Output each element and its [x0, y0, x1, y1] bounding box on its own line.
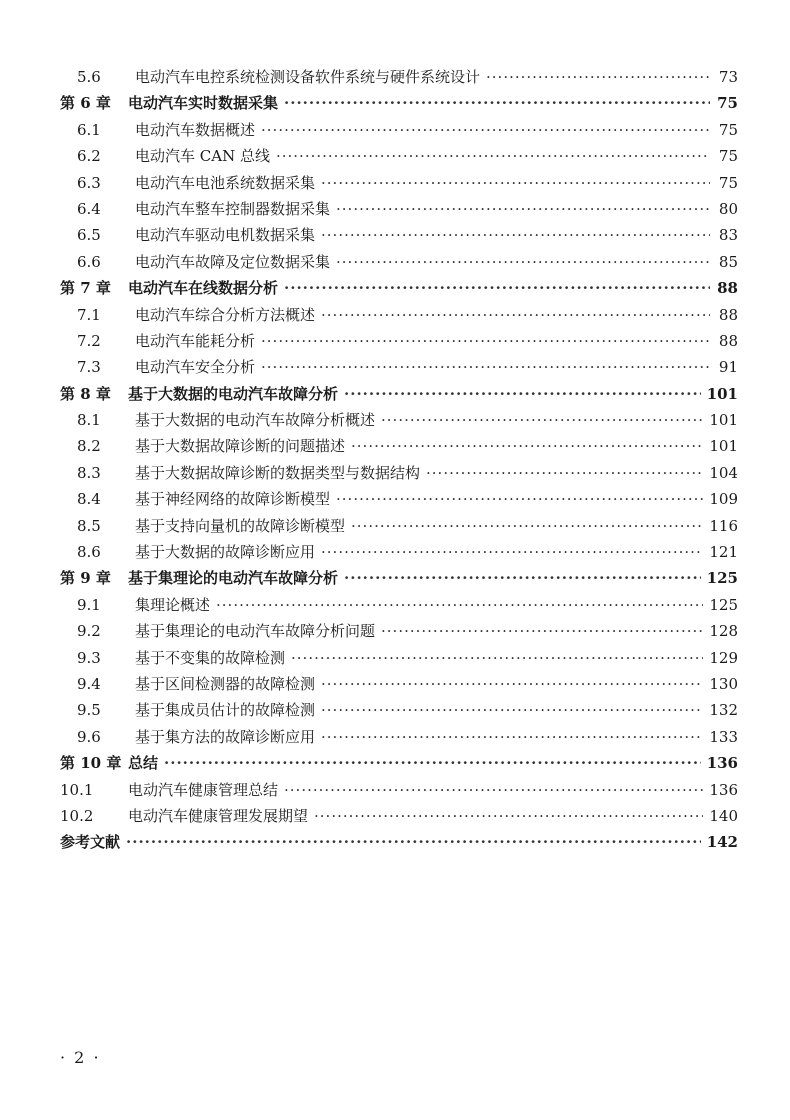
toc-entry-page: 83: [718, 226, 738, 245]
toc-entry-title: 基于集理论的电动汽车故障分析: [128, 569, 339, 588]
toc-chapter-entry: [60, 829, 738, 855]
dot-leader: [351, 513, 703, 539]
toc-section-entry: [60, 170, 738, 196]
toc-entry-number: 8.2: [77, 437, 101, 456]
toc-section-entry: [60, 618, 738, 644]
toc-entry-title: 基于集方法的故障诊断应用: [135, 727, 316, 746]
page-number: · 2 ·: [60, 1048, 101, 1067]
toc-entry-title: 基于区间检测器的故障检测: [135, 674, 316, 693]
dot-leader: [261, 328, 710, 354]
toc-entry-title: 电动汽车在线数据分析: [128, 279, 279, 298]
dot-leader: [321, 671, 703, 697]
toc-entry-page: 130: [709, 674, 738, 693]
toc-entry-number: 6.2: [77, 147, 101, 166]
toc-section-entry: [60, 143, 738, 169]
toc-entry-title: 电动汽车整车控制器数据采集: [135, 199, 331, 218]
toc-entry-number: 第 10 章: [60, 754, 122, 773]
toc-entry-title: 基于神经网络的故障诊断模型: [135, 490, 331, 509]
toc-entry-title: 电动汽车健康管理发展期望: [128, 806, 309, 825]
toc-entry-number: 5.6: [77, 68, 101, 86]
toc-entry-number: 第 6 章: [60, 94, 111, 113]
toc-section-entry: [60, 249, 738, 275]
toc-chapter-entry: [60, 750, 738, 776]
toc-section-entry: [60, 407, 738, 433]
toc-entry-title: 基于大数据的电动汽车故障分析概述: [135, 411, 376, 430]
dot-leader: [381, 407, 703, 433]
toc-entry-number: 8.4: [77, 490, 101, 509]
dot-leader: [351, 433, 703, 459]
toc-entry-number: 7.1: [77, 305, 101, 324]
toc-entry-number: 8.6: [77, 543, 101, 562]
toc-section-entry: [60, 645, 738, 671]
dot-leader: [381, 618, 703, 644]
dot-leader: [276, 143, 710, 169]
toc-entry-number: 9.1: [77, 595, 101, 614]
toc-section-entry: [60, 117, 738, 143]
toc-section-entry: [60, 724, 738, 750]
toc-entry-page: 75: [718, 147, 738, 166]
dot-leader: [261, 354, 710, 380]
toc-entry-title: 电动汽车安全分析: [135, 358, 256, 377]
toc-section-entry: [60, 592, 738, 618]
toc-entry-title: 参考文献: [60, 833, 121, 852]
dot-leader: [314, 803, 703, 829]
dot-leader: [336, 196, 710, 222]
toc-entry-number: 第 8 章: [60, 384, 111, 403]
dot-leader: [321, 170, 710, 196]
toc-entry-number: 10.2: [60, 806, 94, 825]
toc-section-entry: [60, 671, 738, 697]
toc-entry-title: 基于大数据故障诊断的数据类型与数据结构: [135, 463, 421, 482]
toc-entry-number: 6.4: [77, 199, 101, 218]
toc-entry-page: 136: [709, 780, 738, 799]
toc-entry-page: 116: [709, 516, 738, 535]
toc-entry-page: 73: [718, 68, 738, 86]
table-of-contents: [60, 64, 738, 856]
toc-entry-page: 85: [718, 252, 738, 271]
toc-entry-number: 9.3: [77, 648, 101, 667]
toc-entry-title: 集理论概述: [135, 595, 211, 614]
dot-leader: [321, 697, 703, 723]
toc-chapter-entry: [60, 381, 738, 407]
toc-entry-page: 101: [709, 437, 738, 456]
dot-leader: [284, 777, 703, 803]
toc-entry-page: 133: [709, 727, 738, 746]
toc-section-entry: [60, 777, 738, 803]
toc-entry-title: 基于大数据的故障诊断应用: [135, 543, 316, 562]
toc-entry-title: 电动汽车数据概述: [135, 120, 256, 139]
toc-chapter-entry: [60, 565, 738, 591]
toc-entry-page: 125: [709, 595, 738, 614]
toc-section-entry: [60, 460, 738, 486]
toc-entry-page: 128: [709, 622, 738, 641]
toc-entry-page: 88: [717, 279, 738, 298]
toc-entry-number: 9.4: [77, 674, 101, 693]
dot-leader: [284, 275, 710, 301]
toc-entry-number: 10.1: [60, 780, 94, 799]
toc-entry-title: 电动汽车电池系统数据采集: [135, 173, 316, 192]
toc-entry-page: 129: [709, 648, 738, 667]
dot-leader: [291, 645, 703, 671]
dot-leader: [336, 486, 703, 512]
toc-section-entry: [60, 803, 738, 829]
toc-entry-page: 125: [706, 569, 738, 588]
toc-entry-number: 9.5: [77, 701, 101, 720]
toc-entry-number: 第 9 章: [60, 569, 111, 588]
toc-section-entry: [60, 539, 738, 565]
toc-entry-number: 6.1: [77, 120, 101, 139]
dot-leader: [344, 565, 701, 591]
toc-section-entry: [60, 697, 738, 723]
dot-leader: [321, 302, 710, 328]
toc-entry-number: 7.2: [77, 331, 101, 350]
toc-entry-number: 9.2: [77, 622, 101, 641]
toc-entry-title: 基于大数据的电动汽车故障分析: [128, 384, 339, 403]
dot-leader: [426, 460, 703, 486]
toc-chapter-entry: [60, 275, 738, 301]
toc-entry-title: 基于集成员估计的故障检测: [135, 701, 316, 720]
toc-entry-title: 基于集理论的电动汽车故障分析问题: [135, 622, 376, 641]
toc-entry-title: 总结: [128, 754, 159, 773]
toc-entry-title: 电动汽车 CAN 总线: [135, 147, 270, 166]
toc-entry-title: 基于支持向量机的故障诊断模型: [135, 516, 346, 535]
dot-leader: [486, 64, 710, 90]
toc-entry-page: 121: [709, 543, 738, 562]
toc-entry-page: 88: [718, 331, 738, 350]
toc-section-entry: [60, 328, 738, 354]
toc-entry-number: 8.5: [77, 516, 101, 535]
toc-entry-number: 8.1: [77, 411, 101, 430]
toc-section-entry: [60, 64, 738, 90]
toc-chapter-entry: [60, 90, 738, 116]
dot-leader: [284, 90, 710, 116]
dot-leader: [344, 381, 701, 407]
toc-entry-page: 91: [718, 358, 738, 377]
toc-entry-page: 75: [718, 173, 738, 192]
toc-entry-title: 电动汽车综合分析方法概述: [135, 305, 316, 324]
toc-entry-title: 电动汽车故障及定位数据采集: [135, 252, 331, 271]
toc-section-entry: [60, 222, 738, 248]
dot-leader: [216, 592, 703, 618]
toc-entry-page: 80: [718, 199, 738, 218]
toc-entry-page: 101: [706, 384, 738, 403]
toc-entry-page: 101: [709, 411, 738, 430]
toc-section-entry: [60, 302, 738, 328]
toc-entry-title: 基于大数据故障诊断的问题描述: [135, 437, 346, 456]
toc-entry-page: 75: [718, 120, 738, 139]
toc-section-entry: [60, 196, 738, 222]
toc-entry-number: 6.5: [77, 226, 101, 245]
dot-leader: [261, 117, 710, 143]
toc-entry-page: 104: [709, 463, 738, 482]
toc-entry-title: 电动汽车驱动电机数据采集: [135, 226, 316, 245]
toc-entry-page: 75: [717, 94, 738, 113]
toc-entry-number: 6.6: [77, 252, 101, 271]
toc-section-entry: [60, 354, 738, 380]
toc-entry-title: 电动汽车实时数据采集: [128, 94, 279, 113]
toc-entry-title: 电动汽车电控系统检测设备软件系统与硬件系统设计: [135, 68, 481, 86]
toc-section-entry: [60, 513, 738, 539]
toc-entry-title: 电动汽车健康管理总结: [128, 780, 279, 799]
dot-leader: [321, 539, 703, 565]
dot-leader: [126, 829, 701, 855]
toc-entry-page: 142: [706, 833, 738, 852]
toc-entry-page: 109: [709, 490, 738, 509]
toc-entry-page: 132: [709, 701, 738, 720]
toc-entry-number: 第 7 章: [60, 279, 111, 298]
dot-leader: [321, 222, 710, 248]
dot-leader: [321, 724, 703, 750]
toc-entry-page: 136: [706, 754, 738, 773]
toc-entry-title: 基于不变集的故障检测: [135, 648, 286, 667]
toc-section-entry: [60, 433, 738, 459]
toc-entry-number: 7.3: [77, 358, 101, 377]
toc-entry-number: 6.3: [77, 173, 101, 192]
toc-section-entry: [60, 486, 738, 512]
toc-entry-title: 电动汽车能耗分析: [135, 331, 256, 350]
toc-entry-page: 88: [718, 305, 738, 324]
toc-entry-number: 9.6: [77, 727, 101, 746]
dot-leader: [164, 750, 701, 776]
toc-entry-number: 8.3: [77, 463, 101, 482]
dot-leader: [336, 249, 710, 275]
toc-entry-page: 140: [709, 806, 738, 825]
